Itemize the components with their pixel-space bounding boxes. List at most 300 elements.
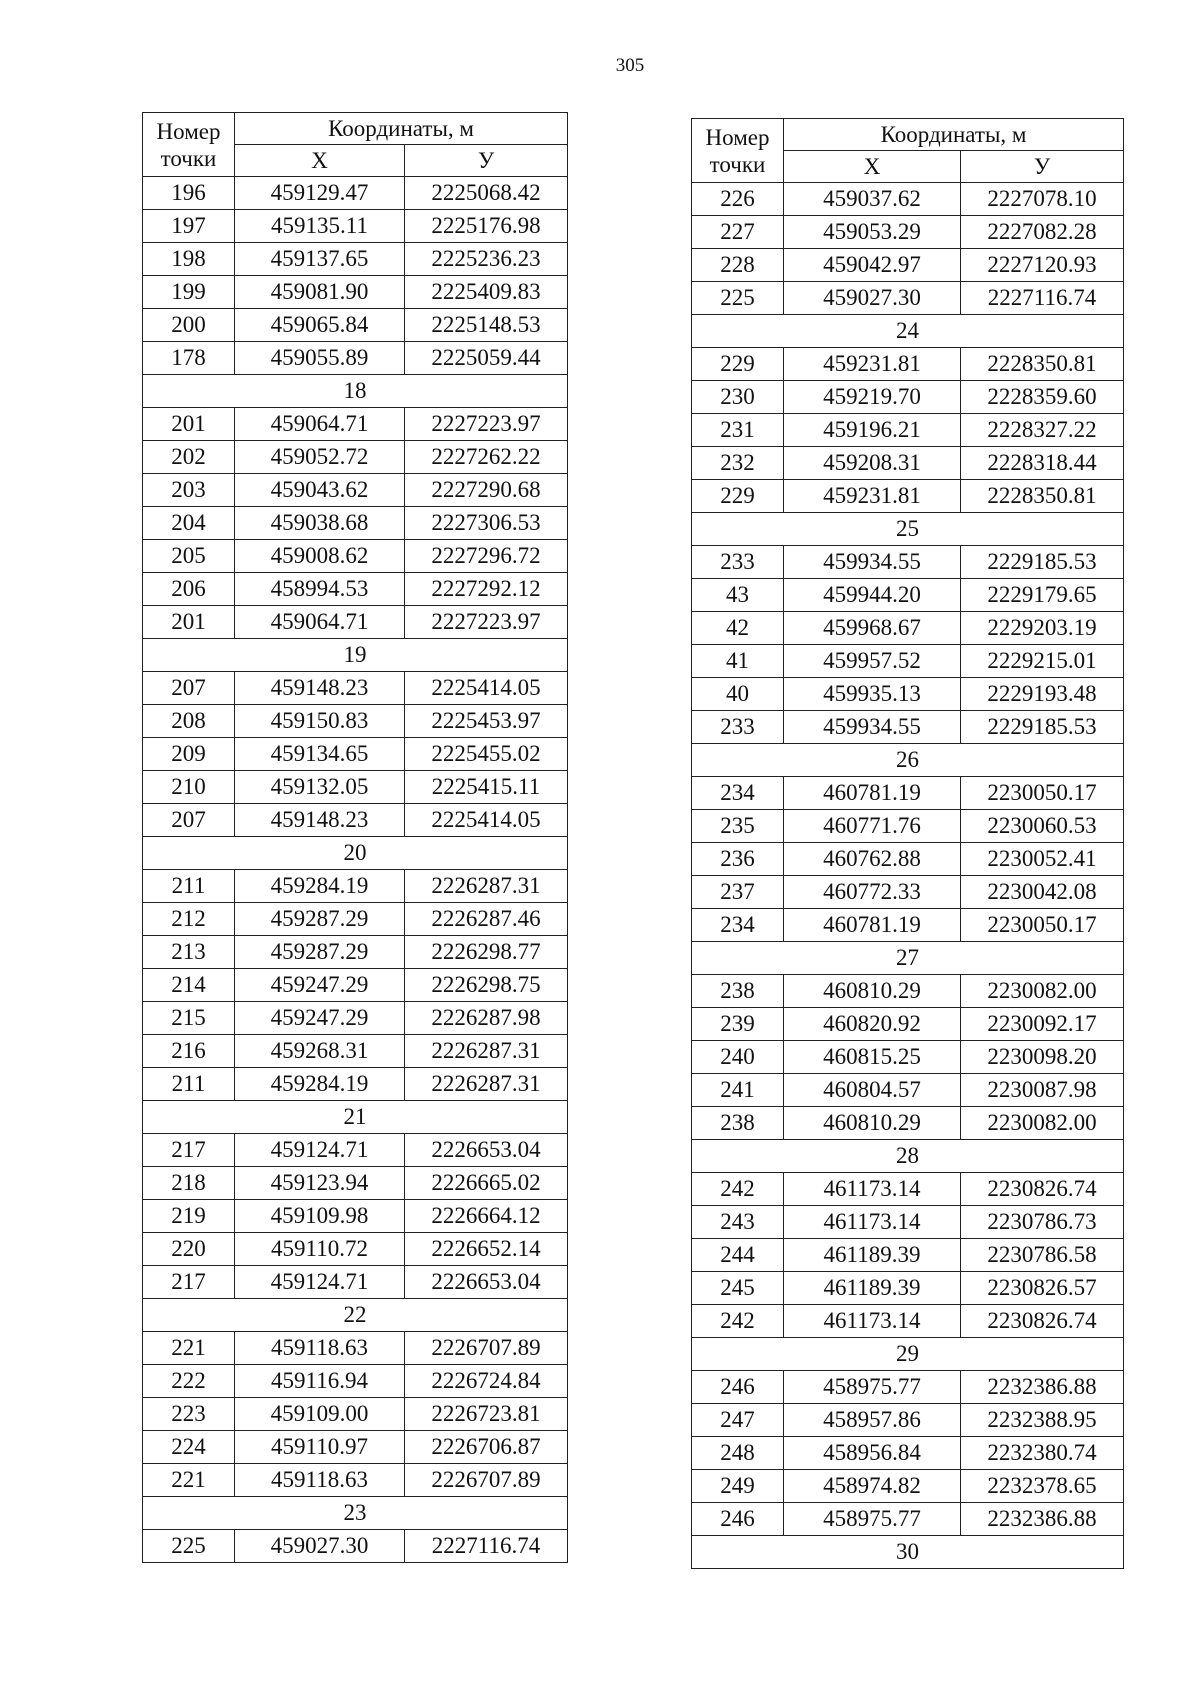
x-coordinate-cell: 459027.30: [784, 282, 961, 315]
y-coordinate-cell: 2226652.14: [405, 1233, 568, 1266]
page-number: 305: [615, 55, 645, 76]
table-row: [692, 975, 1124, 1008]
x-coordinate-cell: 459132.05: [235, 771, 405, 804]
x-coordinate-cell: 459208.31: [784, 447, 961, 480]
point-number-cell: 240: [692, 1041, 784, 1074]
x-coordinate-cell: 460810.29: [784, 1107, 961, 1140]
point-number-cell: 213: [143, 936, 235, 969]
section-number: 27: [692, 942, 1124, 975]
table-row: [143, 771, 568, 804]
header-x: X: [784, 151, 961, 183]
point-number-cell: 178: [143, 342, 235, 375]
table-row: [143, 738, 568, 771]
y-coordinate-cell: 2226287.31: [405, 870, 568, 903]
x-coordinate-cell: 459064.71: [235, 606, 405, 639]
section-number: 24: [692, 315, 1124, 348]
section-number: 29: [692, 1338, 1124, 1371]
y-coordinate-cell: 2226287.98: [405, 1002, 568, 1035]
x-coordinate-cell: 459284.19: [235, 1068, 405, 1101]
y-coordinate-cell: 2230098.20: [961, 1041, 1124, 1074]
x-coordinate-cell: 459008.62: [235, 540, 405, 573]
x-coordinate-cell: 459148.23: [235, 804, 405, 837]
x-coordinate-cell: 459934.55: [784, 546, 961, 579]
point-number-cell: 207: [143, 672, 235, 705]
header-y: У: [405, 145, 568, 177]
table-row: [143, 1167, 568, 1200]
x-coordinate-cell: 459065.84: [235, 309, 405, 342]
y-coordinate-cell: 2227116.74: [961, 282, 1124, 315]
x-coordinate-cell: 459137.65: [235, 243, 405, 276]
x-coordinate-cell: 459110.97: [235, 1431, 405, 1464]
point-number-cell: 203: [143, 474, 235, 507]
table-row: [143, 210, 568, 243]
point-number-cell: 234: [692, 909, 784, 942]
section-row: [692, 942, 1124, 975]
point-number-cell: 198: [143, 243, 235, 276]
x-coordinate-cell: 459027.30: [235, 1530, 405, 1563]
point-number-cell: 225: [692, 282, 784, 315]
y-coordinate-cell: 2229179.65: [961, 579, 1124, 612]
y-coordinate-cell: 2228327.22: [961, 414, 1124, 447]
table-row: [692, 1206, 1124, 1239]
y-coordinate-cell: 2226287.31: [405, 1035, 568, 1068]
point-number-cell: 206: [143, 573, 235, 606]
table-row: [692, 1437, 1124, 1470]
section-number: 28: [692, 1140, 1124, 1173]
x-coordinate-cell: 459247.29: [235, 1002, 405, 1035]
point-number-cell: 234: [692, 777, 784, 810]
section-row: [143, 375, 568, 408]
section-row: [692, 1536, 1124, 1569]
x-coordinate-cell: 459052.72: [235, 441, 405, 474]
x-coordinate-cell: 459124.71: [235, 1266, 405, 1299]
section-row: [143, 1497, 568, 1530]
section-row: [692, 1338, 1124, 1371]
section-row: [692, 1140, 1124, 1173]
point-number-cell: 209: [143, 738, 235, 771]
x-coordinate-cell: 459934.55: [784, 711, 961, 744]
y-coordinate-cell: 2230826.74: [961, 1305, 1124, 1338]
table-row: [143, 474, 568, 507]
x-coordinate-cell: 459196.21: [784, 414, 961, 447]
y-coordinate-cell: 2232378.65: [961, 1470, 1124, 1503]
table-row: [143, 606, 568, 639]
table-row: [692, 447, 1124, 480]
table-row: [143, 705, 568, 738]
y-coordinate-cell: 2225453.97: [405, 705, 568, 738]
x-coordinate-cell: 459053.29: [784, 216, 961, 249]
table-row: [692, 1074, 1124, 1107]
x-coordinate-cell: 459944.20: [784, 579, 961, 612]
y-coordinate-cell: 2232386.88: [961, 1371, 1124, 1404]
x-coordinate-cell: 459118.63: [235, 1464, 405, 1497]
x-coordinate-cell: 459287.29: [235, 903, 405, 936]
table-body-right: [692, 183, 1124, 1569]
table-row: [143, 870, 568, 903]
y-coordinate-cell: 2226706.87: [405, 1431, 568, 1464]
point-number-cell: 242: [692, 1305, 784, 1338]
y-coordinate-cell: 2227296.72: [405, 540, 568, 573]
point-number-cell: 247: [692, 1404, 784, 1437]
table-row: [143, 1233, 568, 1266]
point-number-cell: 201: [143, 606, 235, 639]
table-row: [143, 969, 568, 1002]
table-row: [143, 1002, 568, 1035]
section-row: [143, 1101, 568, 1134]
table-row: [692, 711, 1124, 744]
point-number-cell: 228: [692, 249, 784, 282]
point-number-cell: 212: [143, 903, 235, 936]
point-number-cell: 237: [692, 876, 784, 909]
point-number-cell: 211: [143, 1068, 235, 1101]
y-coordinate-cell: 2226287.31: [405, 1068, 568, 1101]
header-point-number-line2: точки: [160, 145, 217, 171]
y-coordinate-cell: 2226653.04: [405, 1134, 568, 1167]
table-row: [692, 249, 1124, 282]
header-point-number-line2: точки: [709, 151, 766, 177]
x-coordinate-cell: 460804.57: [784, 1074, 961, 1107]
x-coordinate-cell: 459043.62: [235, 474, 405, 507]
x-coordinate-cell: 459268.31: [235, 1035, 405, 1068]
point-number-cell: 239: [692, 1008, 784, 1041]
y-coordinate-cell: 2232380.74: [961, 1437, 1124, 1470]
point-number-cell: 221: [143, 1464, 235, 1497]
header-y: У: [961, 151, 1124, 183]
point-number-cell: 40: [692, 678, 784, 711]
table-row: [692, 843, 1124, 876]
table-row: [692, 612, 1124, 645]
table-row: [143, 177, 568, 210]
point-number-cell: 242: [692, 1173, 784, 1206]
point-number-cell: 244: [692, 1239, 784, 1272]
table-row: [143, 507, 568, 540]
point-number-cell: 197: [143, 210, 235, 243]
table-row: [692, 1239, 1124, 1272]
point-number-cell: 231: [692, 414, 784, 447]
point-number-cell: 217: [143, 1266, 235, 1299]
table-row: [143, 804, 568, 837]
y-coordinate-cell: 2230826.57: [961, 1272, 1124, 1305]
x-coordinate-cell: 459247.29: [235, 969, 405, 1002]
table-row: [692, 1173, 1124, 1206]
point-number-cell: 218: [143, 1167, 235, 1200]
y-coordinate-cell: 2230060.53: [961, 810, 1124, 843]
table-row: [143, 1332, 568, 1365]
y-coordinate-cell: 2230042.08: [961, 876, 1124, 909]
x-coordinate-cell: 459081.90: [235, 276, 405, 309]
table-row: [143, 1035, 568, 1068]
point-number-cell: 210: [143, 771, 235, 804]
header-point-number: [143, 113, 235, 177]
y-coordinate-cell: 2225409.83: [405, 276, 568, 309]
section-number: 21: [143, 1101, 568, 1134]
x-coordinate-cell: 459123.94: [235, 1167, 405, 1200]
y-coordinate-cell: 2230082.00: [961, 1107, 1124, 1140]
table-row: [143, 1266, 568, 1299]
table-row: [692, 1008, 1124, 1041]
point-number-cell: 215: [143, 1002, 235, 1035]
x-coordinate-cell: 460762.88: [784, 843, 961, 876]
y-coordinate-cell: 2230050.17: [961, 909, 1124, 942]
y-coordinate-cell: 2226723.81: [405, 1398, 568, 1431]
table-row: [692, 1107, 1124, 1140]
y-coordinate-cell: 2230082.00: [961, 975, 1124, 1008]
x-coordinate-cell: 461173.14: [784, 1173, 961, 1206]
y-coordinate-cell: 2230087.98: [961, 1074, 1124, 1107]
x-coordinate-cell: 459150.83: [235, 705, 405, 738]
point-number-cell: 208: [143, 705, 235, 738]
y-coordinate-cell: 2227290.68: [405, 474, 568, 507]
point-number-cell: 245: [692, 1272, 784, 1305]
point-number-cell: 224: [143, 1431, 235, 1464]
table-row: [692, 1041, 1124, 1074]
x-coordinate-cell: 458974.82: [784, 1470, 961, 1503]
x-coordinate-cell: 460810.29: [784, 975, 961, 1008]
y-coordinate-cell: 2227116.74: [405, 1530, 568, 1563]
x-coordinate-cell: 458956.84: [784, 1437, 961, 1470]
x-coordinate-cell: 459109.00: [235, 1398, 405, 1431]
table-row: [692, 381, 1124, 414]
point-number-cell: 217: [143, 1134, 235, 1167]
table-row: [143, 408, 568, 441]
point-number-cell: 219: [143, 1200, 235, 1233]
x-coordinate-cell: 459135.11: [235, 210, 405, 243]
y-coordinate-cell: 2227082.28: [961, 216, 1124, 249]
point-number-cell: 229: [692, 348, 784, 381]
table-row: [692, 282, 1124, 315]
y-coordinate-cell: 2228359.60: [961, 381, 1124, 414]
x-coordinate-cell: 459129.47: [235, 177, 405, 210]
point-number-cell: 214: [143, 969, 235, 1002]
x-coordinate-cell: 461173.14: [784, 1206, 961, 1239]
point-number-cell: 229: [692, 480, 784, 513]
x-coordinate-cell: 459055.89: [235, 342, 405, 375]
y-coordinate-cell: 2226724.84: [405, 1365, 568, 1398]
section-number: 19: [143, 639, 568, 672]
section-number: 30: [692, 1536, 1124, 1569]
y-coordinate-cell: 2225455.02: [405, 738, 568, 771]
x-coordinate-cell: 459284.19: [235, 870, 405, 903]
x-coordinate-cell: 458957.86: [784, 1404, 961, 1437]
point-number-cell: 200: [143, 309, 235, 342]
y-coordinate-cell: 2225414.05: [405, 672, 568, 705]
y-coordinate-cell: 2230826.74: [961, 1173, 1124, 1206]
table-row: [692, 909, 1124, 942]
point-number-cell: 241: [692, 1074, 784, 1107]
header-coordinates: Координаты, м: [784, 119, 1124, 151]
point-number-cell: 235: [692, 810, 784, 843]
table-row: [692, 876, 1124, 909]
y-coordinate-cell: 2225148.53: [405, 309, 568, 342]
table-row: [692, 546, 1124, 579]
x-coordinate-cell: 459134.65: [235, 738, 405, 771]
table-row: [692, 480, 1124, 513]
y-coordinate-cell: 2227292.12: [405, 573, 568, 606]
y-coordinate-cell: 2225068.42: [405, 177, 568, 210]
x-coordinate-cell: 461189.39: [784, 1272, 961, 1305]
y-coordinate-cell: 2230786.58: [961, 1239, 1124, 1272]
point-number-cell: 43: [692, 579, 784, 612]
x-coordinate-cell: 459064.71: [235, 408, 405, 441]
y-coordinate-cell: 2226298.75: [405, 969, 568, 1002]
x-coordinate-cell: 459116.94: [235, 1365, 405, 1398]
table-row: [143, 441, 568, 474]
section-number: 25: [692, 513, 1124, 546]
x-coordinate-cell: 460781.19: [784, 909, 961, 942]
table-row: [692, 216, 1124, 249]
point-number-cell: 221: [143, 1332, 235, 1365]
y-coordinate-cell: 2226707.89: [405, 1332, 568, 1365]
x-coordinate-cell: 459038.68: [235, 507, 405, 540]
y-coordinate-cell: 2225176.98: [405, 210, 568, 243]
table-row: [692, 1470, 1124, 1503]
x-coordinate-cell: 459968.67: [784, 612, 961, 645]
point-number-cell: 42: [692, 612, 784, 645]
y-coordinate-cell: 2226665.02: [405, 1167, 568, 1200]
y-coordinate-cell: 2227223.97: [405, 408, 568, 441]
section-number: 22: [143, 1299, 568, 1332]
point-number-cell: 233: [692, 546, 784, 579]
section-row: [692, 315, 1124, 348]
y-coordinate-cell: 2232388.95: [961, 1404, 1124, 1437]
x-coordinate-cell: 458975.77: [784, 1503, 961, 1536]
y-coordinate-cell: 2225415.11: [405, 771, 568, 804]
y-coordinate-cell: 2227078.10: [961, 183, 1124, 216]
point-number-cell: 238: [692, 975, 784, 1008]
table-row: [692, 1305, 1124, 1338]
section-number: 26: [692, 744, 1124, 777]
table-body-left: [143, 177, 568, 1563]
y-coordinate-cell: 2225059.44: [405, 342, 568, 375]
x-coordinate-cell: 459935.13: [784, 678, 961, 711]
y-coordinate-cell: 2226287.46: [405, 903, 568, 936]
y-coordinate-cell: 2230092.17: [961, 1008, 1124, 1041]
point-number-cell: 243: [692, 1206, 784, 1239]
y-coordinate-cell: 2230786.73: [961, 1206, 1124, 1239]
point-number-cell: 246: [692, 1371, 784, 1404]
x-coordinate-cell: 459219.70: [784, 381, 961, 414]
table-row: [143, 573, 568, 606]
table-row: [692, 348, 1124, 381]
table-row: [143, 936, 568, 969]
header-point-number-line1: Номер: [705, 124, 770, 150]
table-row: [143, 1200, 568, 1233]
x-coordinate-cell: 459042.97: [784, 249, 961, 282]
table-row: [143, 1398, 568, 1431]
table-row: [692, 414, 1124, 447]
y-coordinate-cell: 2227223.97: [405, 606, 568, 639]
point-number-cell: 246: [692, 1503, 784, 1536]
y-coordinate-cell: 2226653.04: [405, 1266, 568, 1299]
x-coordinate-cell: 460815.25: [784, 1041, 961, 1074]
point-number-cell: 227: [692, 216, 784, 249]
point-number-cell: 233: [692, 711, 784, 744]
section-row: [143, 1299, 568, 1332]
x-coordinate-cell: 461173.14: [784, 1305, 961, 1338]
y-coordinate-cell: 2230050.17: [961, 777, 1124, 810]
x-coordinate-cell: 460781.19: [784, 777, 961, 810]
table-row: [143, 1068, 568, 1101]
table-row: [692, 579, 1124, 612]
point-number-cell: 238: [692, 1107, 784, 1140]
table-row: [143, 540, 568, 573]
y-coordinate-cell: 2225236.23: [405, 243, 568, 276]
point-number-cell: 196: [143, 177, 235, 210]
point-number-cell: 230: [692, 381, 784, 414]
header-x: X: [235, 145, 405, 177]
table-row: [692, 810, 1124, 843]
point-number-cell: 248: [692, 1437, 784, 1470]
point-number-cell: 220: [143, 1233, 235, 1266]
y-coordinate-cell: 2228350.81: [961, 480, 1124, 513]
point-number-cell: 199: [143, 276, 235, 309]
table-row: [692, 645, 1124, 678]
section-row: [143, 639, 568, 672]
table-row: [692, 183, 1124, 216]
header-point-number-line1: Номер: [156, 118, 221, 144]
x-coordinate-cell: 460771.76: [784, 810, 961, 843]
header-point-number: [692, 119, 784, 183]
point-number-cell: 41: [692, 645, 784, 678]
table-row: [143, 243, 568, 276]
y-coordinate-cell: 2226707.89: [405, 1464, 568, 1497]
header-coordinates: Координаты, м: [235, 113, 568, 145]
table-row: [143, 1530, 568, 1563]
x-coordinate-cell: 459037.62: [784, 183, 961, 216]
coordinates-table-left: [142, 112, 568, 1563]
y-coordinate-cell: 2226298.77: [405, 936, 568, 969]
point-number-cell: 216: [143, 1035, 235, 1068]
y-coordinate-cell: 2227306.53: [405, 507, 568, 540]
y-coordinate-cell: 2227120.93: [961, 249, 1124, 282]
point-number-cell: 211: [143, 870, 235, 903]
x-coordinate-cell: 460772.33: [784, 876, 961, 909]
y-coordinate-cell: 2229203.19: [961, 612, 1124, 645]
y-coordinate-cell: 2227262.22: [405, 441, 568, 474]
point-number-cell: 207: [143, 804, 235, 837]
y-coordinate-cell: 2229185.53: [961, 711, 1124, 744]
table-row: [143, 672, 568, 705]
x-coordinate-cell: 459109.98: [235, 1200, 405, 1233]
table-row: [143, 1365, 568, 1398]
point-number-cell: 205: [143, 540, 235, 573]
y-coordinate-cell: 2225414.05: [405, 804, 568, 837]
point-number-cell: 236: [692, 843, 784, 876]
section-number: 20: [143, 837, 568, 870]
x-coordinate-cell: 459231.81: [784, 348, 961, 381]
table-row: [143, 342, 568, 375]
y-coordinate-cell: 2229185.53: [961, 546, 1124, 579]
y-coordinate-cell: 2228350.81: [961, 348, 1124, 381]
table-row: [143, 1431, 568, 1464]
point-number-cell: 204: [143, 507, 235, 540]
section-row: [692, 744, 1124, 777]
point-number-cell: 202: [143, 441, 235, 474]
table-row: [692, 1272, 1124, 1305]
section-number: 23: [143, 1497, 568, 1530]
table-row: [143, 309, 568, 342]
table-row: [692, 777, 1124, 810]
table-row: [692, 678, 1124, 711]
section-row: [143, 837, 568, 870]
point-number-cell: 201: [143, 408, 235, 441]
table-row: [692, 1371, 1124, 1404]
table-row: [143, 1134, 568, 1167]
y-coordinate-cell: 2229193.48: [961, 678, 1124, 711]
x-coordinate-cell: 459118.63: [235, 1332, 405, 1365]
point-number-cell: 225: [143, 1530, 235, 1563]
y-coordinate-cell: 2229215.01: [961, 645, 1124, 678]
